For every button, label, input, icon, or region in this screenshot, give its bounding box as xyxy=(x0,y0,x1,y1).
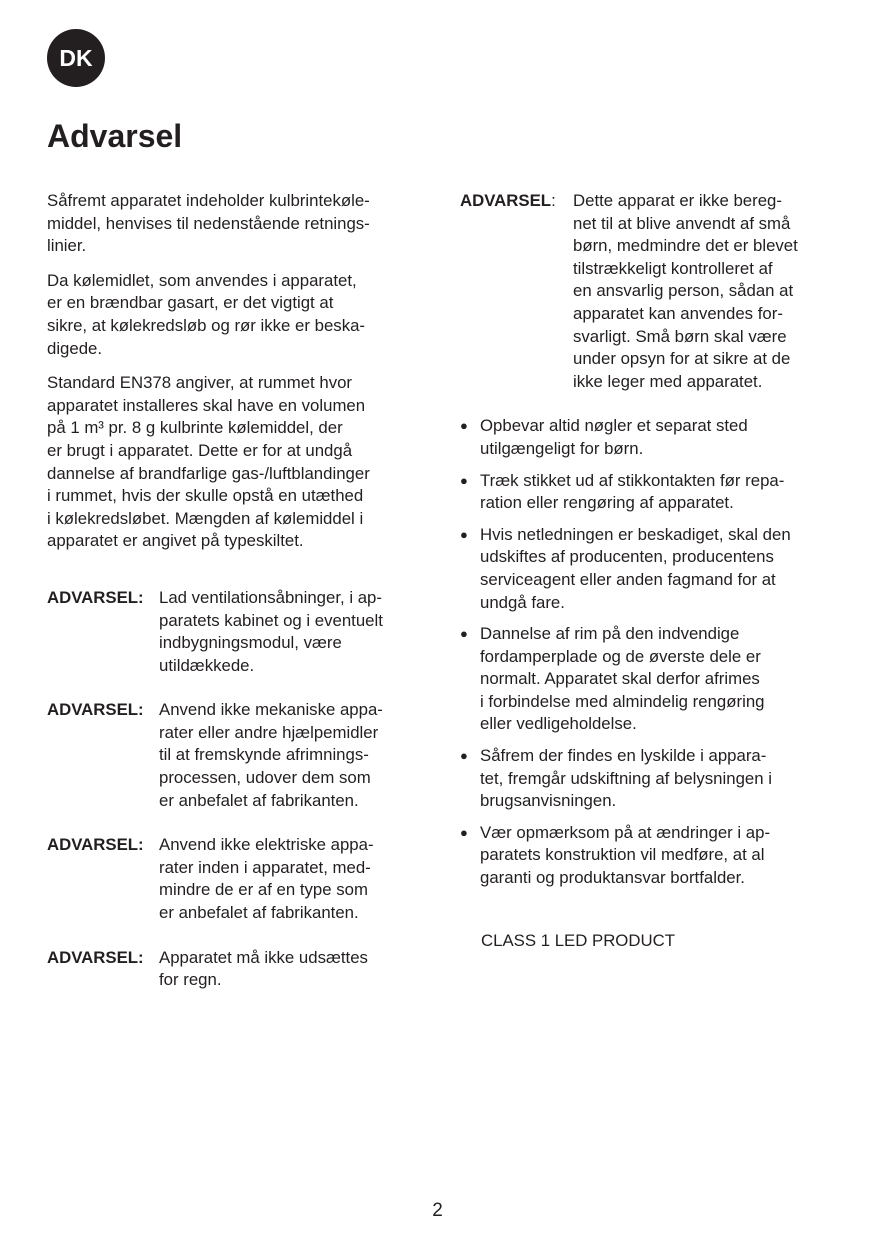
bullet-icon: ● xyxy=(460,748,468,764)
warning-ventilation xyxy=(47,587,417,677)
page-number: 2 xyxy=(432,1200,443,1221)
warning-text: Anvend ikke mekaniske appa- rater eller andre hjælpemidler til at fremskynde afrimnings- processen, udover dem som er anbefalet af fabrikanten. xyxy=(159,700,383,810)
list-item: ● Opbevar altid nøgler et separat sted utilgængeligt for børn. xyxy=(460,415,835,460)
warning-text: Anvend ikke elektriske appa- rater inden i apparatet, med- mindre de er af en type som er anbefalet af fabrikanten. xyxy=(159,835,374,923)
warning-label: ADVARSEL: xyxy=(47,700,144,720)
intro-paragraph: Såfremt apparatet indeholder kulbrintekøle- middel, henvises til nedenstående retnings- linier. xyxy=(47,191,370,256)
bullet-icon: ● xyxy=(460,418,468,434)
right-column xyxy=(460,190,835,952)
warning-label: ADVARSEL: xyxy=(47,835,144,855)
safety-bullet-list xyxy=(460,415,835,889)
led-class-label: CLASS 1 LED PRODUCT xyxy=(481,930,675,950)
list-item: ● Træk stikket ud af stikkontakten før repa- ration eller rengøring af apparatet. xyxy=(460,470,835,515)
bullet-icon: ● xyxy=(460,526,468,542)
warning-label: ADVARSEL: xyxy=(47,947,144,967)
warning-text: Apparatet må ikke udsættes for regn. xyxy=(159,947,368,990)
warning-text: Lad ventilationsåbninger, i ap- paratets kabinet og i eventuelt indbygningsmodul, være utildækkede. xyxy=(159,587,383,675)
bullet-icon: ● xyxy=(460,824,468,840)
refrigerant-paragraph: Da kølemidlet, som anvendes i apparatet, er en brændbar gasart, er det vigtigt at sikre, at kølekredsløb og rør ikke er beska- digede. xyxy=(47,270,365,358)
warning-label: ADVARSEL: xyxy=(47,587,144,607)
warning-electrical xyxy=(47,834,417,924)
list-item: ● Vær opmærksom på at ændringer i ap- paratets konstruktion vil medføre, at al garanti og produktansvar bortfalder. xyxy=(460,822,835,890)
warning-rain xyxy=(47,947,417,992)
page-title: Advarsel xyxy=(47,118,183,154)
warning-children xyxy=(460,190,835,393)
warning-mechanical xyxy=(47,699,417,812)
left-column xyxy=(47,190,417,1013)
list-item: ● Såfrem der findes en lyskilde i appara- tet, fremgår udskiftning af belysningen i brugsanvisningen. xyxy=(460,745,835,813)
language-badge: DK xyxy=(47,29,105,87)
list-item: ● Hvis netledningen er beskadiget, skal den udskiftes af producenten, producentens serviceagent eller anden fagmand for at undgå fare. xyxy=(460,524,835,614)
warning-text: Dette apparat er ikke bereg- net til at blive anvendt af små børn, medmindre det er blevet tilstrækkeligt kontrolleret af en ansvarlig person, sådan at apparatet kan anvendes for- svarligt. Små børn skal være under opsyn for at sikre at de ikke leger med apparatet. xyxy=(573,191,798,391)
bullet-icon: ● xyxy=(460,626,468,642)
standard-paragraph: Standard EN378 angiver, at rummet hvor apparatet installeres skal have en volumen på 1 m³ pr. 8 g kulbrinte kølemiddel, der er brugt i apparatet. Dette er for at undgå dannelse af brandfarlige gas-/luftblandinger i rummet, hvis der skulle opstå en utæthed i kølekredsløbet. Mængden af kølemiddel i apparatet er angivet på typeskiltet. xyxy=(47,373,370,551)
list-item: ● Dannelse af rim på den indvendige fordamperplade og de øverste dele er normalt. Apparatet skal derfor afrimes i forbindelse med almindelig rengøring eller vedligeholdelse. xyxy=(460,623,835,736)
warning-label: ADVARSEL: xyxy=(460,191,556,210)
bullet-icon: ● xyxy=(460,472,468,488)
